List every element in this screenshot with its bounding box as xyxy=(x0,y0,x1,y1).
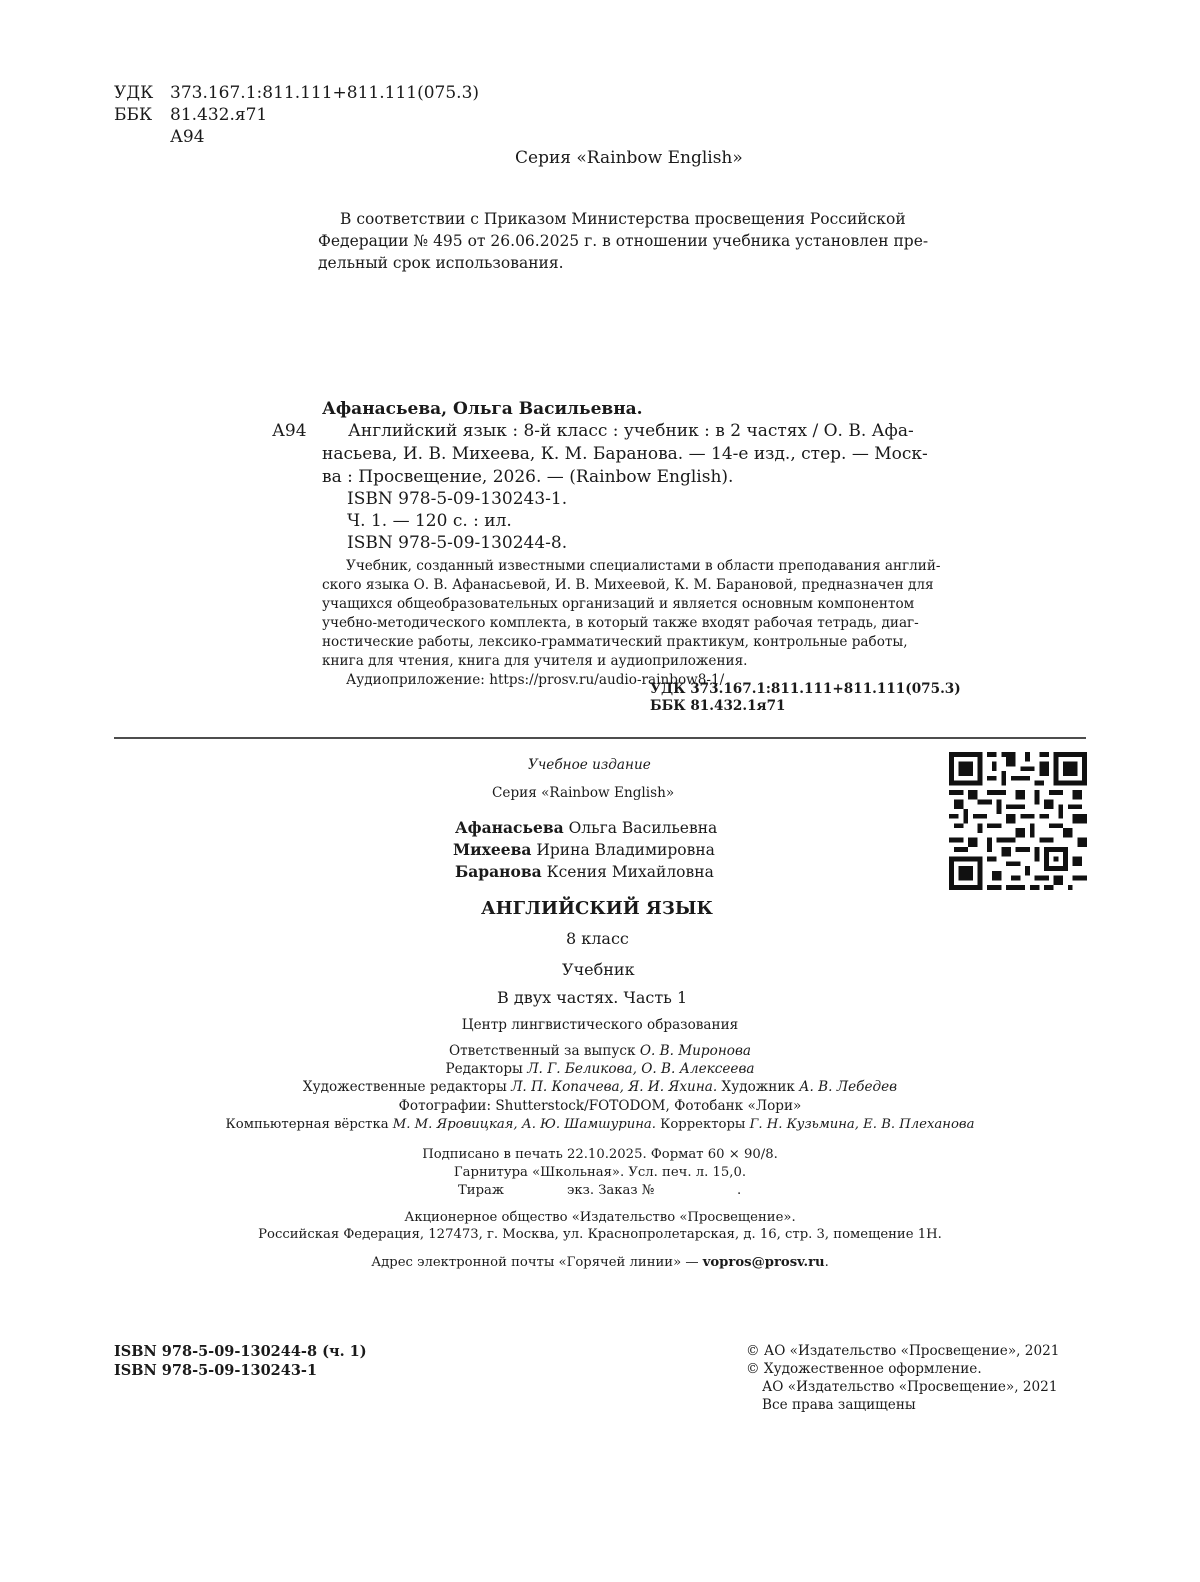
catalog-isbn-set: ISBN 978-5-09-130243-1. xyxy=(347,489,568,509)
author-surname: Михеева xyxy=(453,840,532,859)
catalog-bbk: ББК 81.432.1я71 xyxy=(650,698,786,714)
author-given: Ксения Михайловна xyxy=(541,863,714,881)
publisher-line: Акционерное общество «Издательство «Просвещение». xyxy=(404,1210,796,1225)
credit-role: Корректоры xyxy=(655,1117,750,1132)
book-type: Учебник xyxy=(562,960,635,979)
audio-link[interactable]: https://prosv.ru/audio-rainbow8-1/ xyxy=(489,672,725,688)
credit-names: А. В. Лебедев xyxy=(799,1079,898,1095)
qr-code-icon xyxy=(949,752,1087,890)
footer-isbn-set: ISBN 978-5-09-130243-1 xyxy=(114,1362,318,1379)
bbk-value: 81.432.я71 xyxy=(170,105,268,125)
imprint-series: Серия «Rainbow English» xyxy=(492,785,675,801)
credit-role: Ответственный за выпуск xyxy=(449,1043,640,1059)
credit-role: Художественные редакторы xyxy=(302,1079,512,1095)
copyright-line: © Художественное оформление. xyxy=(746,1361,982,1377)
catalog-author-heading: Афанасьева, Ольга Васильевна. xyxy=(322,399,643,419)
ministry-notice-line: В соответствии с Приказом Министерства просвещения Российской xyxy=(340,210,906,228)
catalog-annotation xyxy=(322,557,950,690)
catalog-title-line: насьева, И. В. Михеева, К. М. Баранова. — 14-е изд., стер. — Моск- xyxy=(322,444,928,464)
author-surname: Афанасьева xyxy=(455,818,564,837)
ministry-notice-line: Федерации № 495 от 26.06.2025 г. в отношении учебника установлен пре- xyxy=(318,232,929,250)
ministry-notice-line: дельный срок использования. xyxy=(318,254,564,272)
udk-label: УДК xyxy=(114,83,154,103)
hotline-end: . xyxy=(824,1255,829,1270)
credit-names: О. В. Миронова xyxy=(639,1043,751,1059)
hotline-email-link[interactable]: vopros@prosv.ru xyxy=(702,1255,825,1270)
credit-line xyxy=(0,1042,1200,1061)
annotation-line: ностические работы, лексико-грамматический практикум, контрольные работы, xyxy=(322,634,908,650)
audio-label: Аудиоприложение: xyxy=(346,672,485,688)
credit-role: Фотографии: Shutterstock/FOTODOM, Фотобанк «Лори» xyxy=(398,1098,802,1114)
author-mark: А94 xyxy=(170,127,205,147)
credit-names: Г. Н. Кузьмина, Е. В. Плеханова xyxy=(749,1117,975,1132)
catalog-title xyxy=(322,420,950,489)
catalog-udk: УДК 373.167.1:811.111+811.111(075.3) xyxy=(650,681,961,697)
copyright-line: АО «Издательство «Просвещение», 2021 xyxy=(762,1379,1058,1395)
credit-line xyxy=(0,1115,1200,1134)
credit-names: Л. Г. Беликова, О. В. Алексеева xyxy=(527,1061,755,1077)
publisher-line: Российская Федерация, 127473, г. Москва, ул. Краснопролетарская, д. 16, стр. 3, помещение 1Н. xyxy=(258,1227,942,1242)
copyright-line: Все права защищены xyxy=(762,1397,916,1413)
author-given: Ольга Васильевна xyxy=(563,819,718,837)
tirazh-label: Тираж xyxy=(458,1183,505,1198)
annotation-line: ского языка О. В. Афанасьевой, И. В. Михеевой, К. М. Барановой, предназначен для xyxy=(322,577,934,593)
edition-type: Учебное издание xyxy=(528,757,651,773)
book-grade: 8 класс xyxy=(566,929,629,948)
imprint-author xyxy=(455,816,717,840)
book-title: АНГЛИЙСКИЙ ЯЗЫК xyxy=(481,898,713,919)
catalog-part-info: Ч. 1. — 120 с. : ил. xyxy=(347,511,512,531)
ministry-notice xyxy=(318,208,948,274)
catalog-title-line: Английский язык : 8-й класс : учебник : в 2 частях / О. В. Афа- xyxy=(348,421,914,441)
tirazh-end: . xyxy=(737,1183,742,1198)
hotline-line xyxy=(0,1254,1200,1272)
hotline-label: Адрес электронной почты «Горячей линии» — xyxy=(371,1255,703,1270)
annotation-line: Учебник, созданный известными специалистами в области преподавания англий- xyxy=(346,558,941,574)
credit-names: Л. П. Копачева, Я. И. Яхина. xyxy=(511,1079,718,1095)
section-divider xyxy=(114,737,1086,739)
credit-line xyxy=(0,1097,1200,1116)
series-top: Серия «Rainbow English» xyxy=(515,148,743,168)
credit-line xyxy=(0,1060,1200,1079)
credit-role: Художник xyxy=(717,1079,800,1095)
print-line: Гарнитура «Школьная». Усл. печ. л. 15,0. xyxy=(453,1165,747,1180)
bbk-label: ББК xyxy=(114,105,153,125)
udk-value: 373.167.1:811.111+811.111(075.3) xyxy=(170,83,480,103)
annotation-line: книга для чтения, книга для учителя и аудиоприложения. xyxy=(322,653,748,669)
credit-role: Компьютерная вёрстка xyxy=(225,1117,393,1132)
credit-line xyxy=(0,1078,1200,1097)
tirazh-order: экз. Заказ № xyxy=(567,1183,655,1198)
author-given: Ирина Владимировна xyxy=(531,841,715,859)
annotation-line: учебно-методического комплекта, в который также входят рабочая тетрадь, диаг- xyxy=(322,615,919,631)
credit-role: Редакторы xyxy=(445,1061,528,1077)
author-surname: Баранова xyxy=(455,862,542,881)
book-parts: В двух частях. Часть 1 xyxy=(497,988,688,1007)
catalog-isbn-part: ISBN 978-5-09-130244-8. xyxy=(347,533,568,553)
copyright-line: © АО «Издательство «Просвещение», 2021 xyxy=(746,1343,1060,1359)
print-line: Подписано в печать 22.10.2025. Формат 60 × 90/8. xyxy=(422,1147,778,1162)
catalog-mark: А94 xyxy=(272,421,307,441)
imprint-center: Центр лингвистического образования xyxy=(461,1017,739,1033)
footer-isbn-part: ISBN 978-5-09-130244-8 (ч. 1) xyxy=(114,1343,367,1360)
imprint-author xyxy=(453,838,715,862)
annotation-line: учащихся общеобразовательных организаций и является основным компонентом xyxy=(322,596,915,612)
imprint-author xyxy=(455,860,714,884)
catalog-title-line: ва : Просвещение, 2026. — (Rainbow English). xyxy=(322,467,734,487)
credit-names: М. М. Яровицкая, А. Ю. Шамшурина. xyxy=(392,1117,656,1132)
